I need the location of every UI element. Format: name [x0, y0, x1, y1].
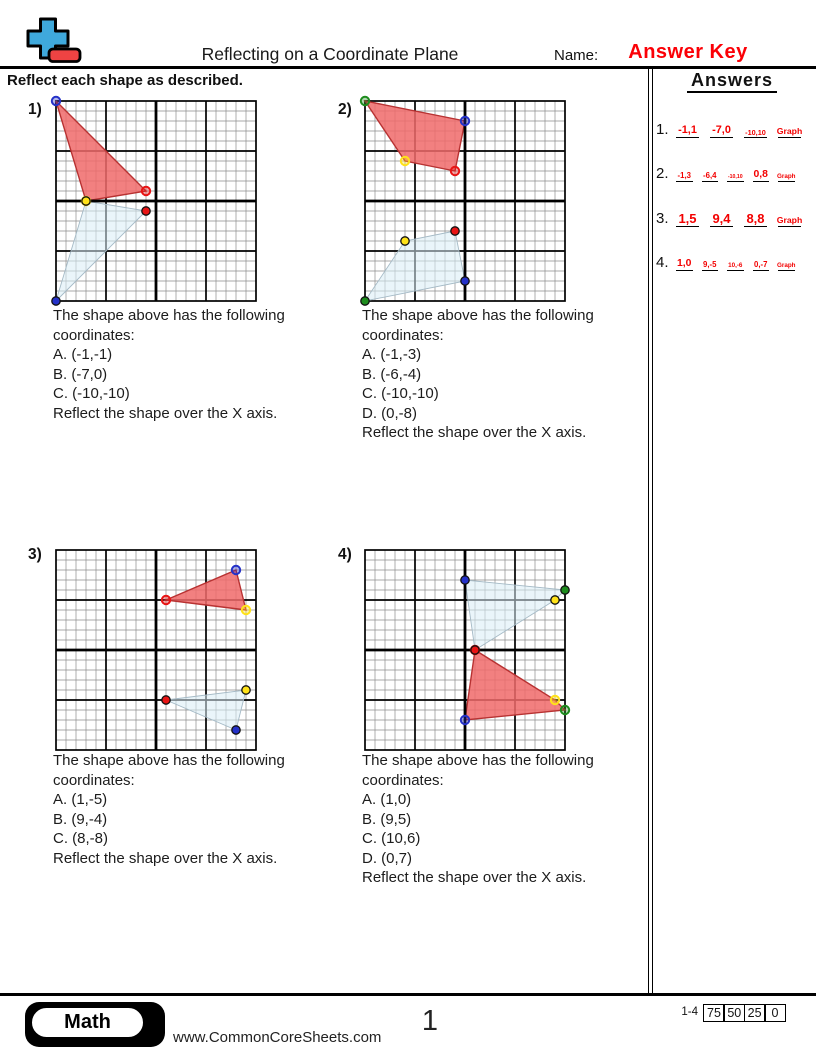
problem-3-text: [53, 751, 338, 868]
coordinate-list: [362, 345, 647, 423]
coordinate-line: A. (1,0): [362, 791, 412, 808]
answer-values: [676, 120, 801, 138]
math-brand-badge: [25, 1002, 165, 1047]
score-cell: 50: [723, 1004, 745, 1022]
coordinate-line: B. (-7,0): [53, 365, 108, 383]
reflect-instruction: Reflect the shape over the X axis.: [362, 424, 587, 441]
answer-value: 9,4: [710, 209, 733, 227]
answer-value: -1,3: [676, 164, 693, 182]
answer-number: 3.: [656, 210, 669, 227]
problem-range-label: 1-4: [681, 1006, 698, 1018]
answer-value: -7,0: [710, 120, 733, 138]
score-cell: 0: [764, 1004, 786, 1022]
problem-1-graph: [48, 93, 264, 309]
answer-number: 1.: [656, 121, 669, 138]
problem-1-text: [53, 306, 338, 423]
answer-value: 1,5: [676, 209, 699, 227]
text-line: coordinates:: [53, 326, 135, 344]
header-divider: [0, 66, 816, 69]
coordinate-line: C. (8,-8): [53, 830, 109, 847]
answer-value: 8,8: [744, 209, 767, 227]
coordinate-line: C. (-10,-10): [362, 385, 439, 402]
answer-value: 9,-5: [702, 253, 719, 271]
answers-heading: [656, 70, 808, 91]
reflect-instruction: Reflect the shape over the X axis.: [362, 869, 587, 886]
problem-2-graph: [357, 93, 573, 309]
coordinate-line: D. (0,-8): [362, 404, 418, 422]
text-line: coordinates:: [362, 771, 444, 789]
answer-row-2: [656, 161, 814, 182]
score-cell: 25: [744, 1004, 766, 1022]
coordinate-line: B. (9,5): [362, 810, 412, 828]
answer-value: -10,10: [727, 164, 744, 182]
problem-4-number: 4): [338, 546, 352, 563]
problem-2-text: [362, 306, 647, 443]
worksheet-instruction: Reflect each shape as described.: [7, 72, 243, 89]
text-line: coordinates:: [362, 326, 444, 344]
problem-2-number: 2): [338, 101, 352, 118]
score-table: [703, 1004, 786, 1022]
answer-values: [676, 253, 795, 271]
coordinate-list: [362, 790, 647, 868]
coordinate-list: [53, 790, 338, 849]
score-cell: 75: [703, 1004, 725, 1022]
answer-value: Graph: [778, 209, 801, 227]
answer-value: Graph: [778, 120, 801, 138]
page-title: Reflecting on a Coordinate Plane: [201, 44, 459, 64]
answers-heading-text: Answers: [687, 70, 777, 93]
answer-number: 4.: [656, 254, 669, 271]
problem-1-number: 1): [28, 101, 42, 118]
answer-value: 0,-7: [753, 253, 770, 271]
problem-4-graph: [357, 542, 573, 758]
coordinate-line: C. (10,6): [362, 830, 421, 847]
answer-values: [676, 209, 801, 227]
answer-value: 1,0: [676, 253, 693, 271]
text-line: The shape above has the following: [53, 307, 285, 324]
problem-3-number: 3): [28, 546, 42, 563]
reflect-instruction: Reflect the shape over the X axis.: [53, 404, 278, 422]
problem-3-graph: [48, 542, 264, 758]
coordinate-line: C. (-10,-10): [53, 385, 130, 402]
coordinate-line: B. (9,-4): [53, 810, 108, 828]
coordinate-list: [53, 345, 338, 404]
coordinate-line: A. (-1,-3): [362, 346, 422, 363]
name-label: Name:: [554, 47, 599, 64]
text-line: The shape above has the following: [362, 307, 594, 324]
answer-value: -1,1: [676, 120, 699, 138]
site-url: www.CommonCoreSheets.com: [173, 1029, 382, 1046]
answer-value: -10,10: [744, 120, 767, 138]
coordinate-line: A. (1,-5): [53, 791, 108, 808]
answer-key-text: Answer Key: [628, 41, 748, 63]
problem-4-text: [362, 751, 647, 888]
coordinate-line: D. (0,7): [362, 849, 413, 867]
text-line: The shape above has the following: [362, 752, 594, 769]
math-brand-label: Math: [29, 1005, 146, 1040]
answer-value: -6,4: [702, 164, 719, 182]
answer-number: 2.: [656, 165, 669, 182]
answer-row-4: [656, 250, 814, 271]
coordinate-line: A. (-1,-1): [53, 346, 113, 363]
answer-values: [676, 164, 795, 182]
footer-divider: [0, 993, 816, 996]
answer-value: Graph: [778, 164, 795, 182]
answer-value: Graph: [778, 253, 795, 271]
page-number: 1: [421, 1005, 439, 1037]
commoncoresheets-logo: [22, 16, 84, 66]
text-line: coordinates:: [53, 771, 135, 789]
sidebar-divider: [648, 66, 653, 994]
coordinate-line: B. (-6,-4): [362, 365, 422, 383]
reflect-instruction: Reflect the shape over the X axis.: [53, 849, 278, 867]
answer-row-3: [656, 206, 814, 227]
text-line: The shape above has the following: [53, 752, 285, 769]
answer-row-1: [656, 117, 814, 138]
answer-value: 10,-6: [727, 253, 744, 271]
answer-value: 0,8: [753, 164, 770, 182]
minus-icon: [49, 49, 80, 62]
